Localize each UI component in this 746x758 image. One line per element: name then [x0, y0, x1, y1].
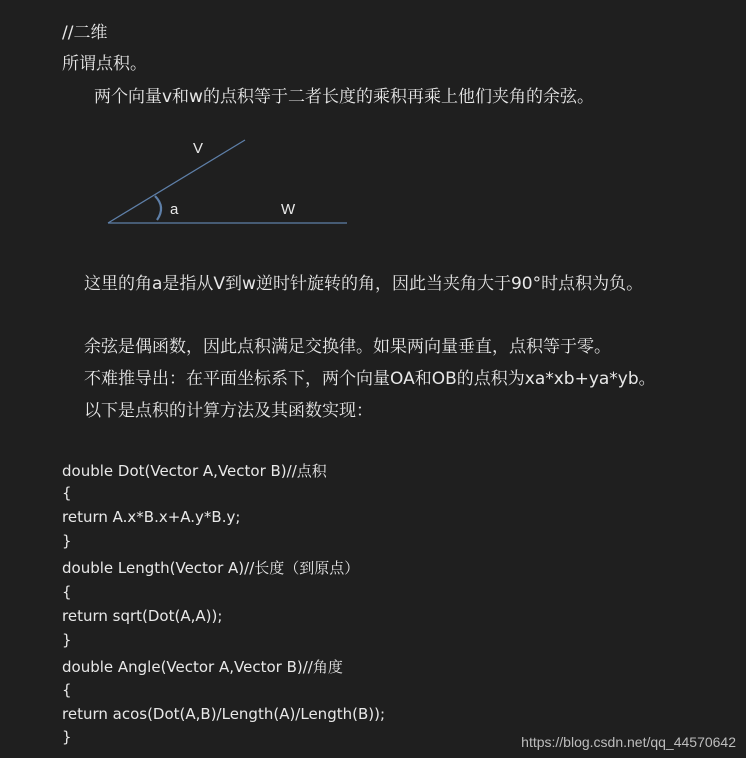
code-line: double Dot(Vector A,Vector B)//点积 — [62, 462, 327, 480]
code-line: { — [62, 681, 72, 699]
code-line: return sqrt(Dot(A,A)); — [62, 607, 223, 625]
methods-intro: 以下是点积的计算方法及其函数实现： — [84, 401, 373, 421]
watermark: https://blog.csdn.net/qq_44570642 — [521, 734, 736, 750]
derive-formula: 不难推导出：在平面坐标系下，两个向量OA和OB的点积为xa*xb+ya*yb。 — [84, 369, 656, 389]
code-line: double Angle(Vector A,Vector B)//角度 — [62, 658, 343, 676]
code-line: { — [62, 484, 72, 502]
code-line: double Length(Vector A)//长度（到原点） — [62, 559, 360, 577]
code-line: } — [62, 631, 72, 649]
code-line: { — [62, 583, 72, 601]
dot-product-diagram — [100, 130, 360, 240]
code-line: } — [62, 728, 72, 746]
label-w: W — [281, 201, 296, 218]
heading: //二维 — [62, 23, 108, 43]
angle-arc — [155, 196, 161, 220]
label-v: V — [193, 140, 204, 157]
label-a: a — [170, 201, 179, 218]
explain-even: 余弦是偶函数，因此点积满足交换律。如果两向量垂直，点积等于零。 — [84, 337, 611, 357]
code-line: return acos(Dot(A,B)/Length(A)/Length(B)); — [62, 705, 385, 723]
intro-paragraph: 两个向量v和w的点积等于二者长度的乘积再乘上他们夹角的余弦。 — [94, 87, 594, 107]
explain-angle: 这里的角a是指从V到w逆时针旋转的角，因此当夹角大于90°时点积为负。 — [84, 274, 644, 294]
subheading: 所谓点积。 — [62, 54, 147, 74]
code-line: } — [62, 532, 72, 550]
code-line: return A.x*B.x+A.y*B.y; — [62, 508, 241, 526]
